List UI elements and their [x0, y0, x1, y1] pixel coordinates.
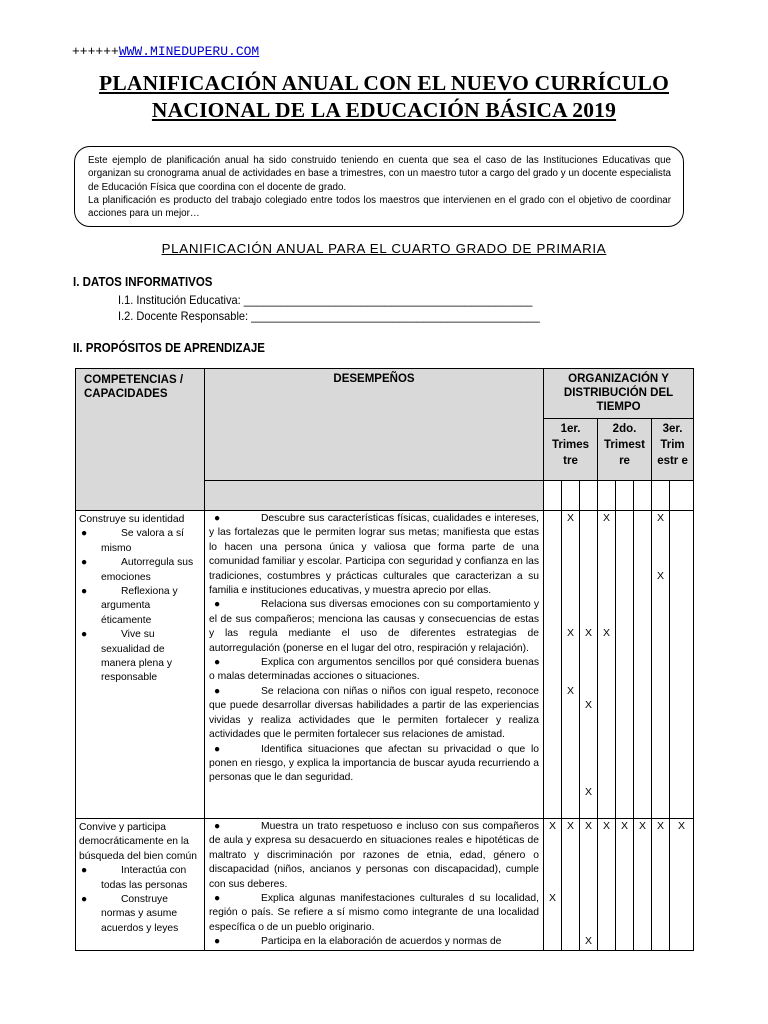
schedule-mark: X: [638, 820, 646, 832]
bullet-icon: ●: [214, 599, 221, 611]
table-row: [76, 511, 694, 819]
desempeno-text: Descubre sus características físicas, cualidades e intereses, y las fortalezas que le permiten lograr sus metas; manifiesta que estas lo hacen una persona única y valiosa que forma parte de una comunidad familiar y escolar. Participa con seguridad y confianza en las tradiciones, costumbres y prácticas culturales que caracterizan a su familia e instituciones educativas, y muestra aprecio por ellas.: [209, 513, 539, 597]
schedule-mark: X: [656, 512, 664, 524]
bullet-icon: ●: [214, 893, 221, 905]
week-column-header: [598, 481, 616, 511]
schedule-cell: [634, 819, 652, 951]
header-desempenos: DESEMPEÑOS: [205, 369, 544, 481]
header-trimestre-2: 2do. Trimest re: [598, 419, 652, 481]
schedule-cell: [562, 819, 580, 951]
week-column-header: [544, 481, 562, 511]
schedule-mark: X: [678, 820, 686, 832]
competencia-name: Convive y participa democráticamente en la búsqueda del bien común: [79, 822, 197, 862]
schedule-mark: X: [584, 699, 592, 712]
intro-box: [74, 146, 684, 227]
schedule-mark: X: [656, 569, 664, 582]
schedule-cell: [598, 511, 616, 819]
site-header: [72, 44, 259, 59]
week-column-header: [580, 481, 598, 511]
schedule-mark: X: [584, 935, 592, 948]
bullet-icon: ●: [81, 586, 88, 598]
schedule-mark: X: [584, 627, 592, 640]
schedule-cell: [670, 819, 694, 951]
header-competencias: COMPETENCIAS / CAPACIDADES: [76, 369, 205, 511]
schedule-cell: [652, 511, 670, 819]
desempenos-cell: [205, 819, 544, 951]
bullet-icon: ●: [214, 821, 221, 832]
desempeno-text: Muestra un trato respetuoso e incluso con sus compañeros de aula y expresa su desacuerdo en situaciones reales e hipotéticas de maltrato y discriminación por razones de etnia, edad, género o discapacidad (niños, ancianos y personas con discapacidad), cumple con sus deberes.: [209, 821, 539, 890]
propositos-table: [75, 368, 694, 951]
capacidad-item: [79, 556, 201, 585]
capacidad-text: Reflexiona y argumenta éticamente: [101, 586, 178, 626]
header-trimestre-3: 3er. Trim estr e: [652, 419, 694, 481]
desempeno-text: Identifica situaciones que afectan su privacidad o que lo ponen en riesgo, y explica la importancia de buscar ayuda recurriendo a personas que le dan seguridad.: [209, 743, 539, 784]
bullet-icon: ●: [81, 894, 88, 906]
competencia-cell: [76, 511, 205, 819]
desempeno-item: [209, 598, 539, 656]
schedule-cell: [616, 511, 634, 819]
capacidad-item: [79, 585, 201, 628]
capacidad-item: [79, 864, 201, 893]
capacidad-item: [79, 893, 201, 936]
capacidad-text: Vive su sexualidad de manera plena y responsable: [101, 629, 172, 684]
schedule-cell: [598, 819, 616, 951]
schedule-cell: [616, 819, 634, 951]
schedule-mark: X: [602, 627, 610, 640]
week-column-header: [562, 481, 580, 511]
competencia-cell: [76, 819, 205, 951]
site-link[interactable]: WWW.MINEDUPERU.COM: [118, 44, 260, 59]
desempeno-item: [209, 935, 539, 949]
header-desempenos-blank: [205, 481, 544, 511]
week-column-header: [616, 481, 634, 511]
document-subtitle: PLANIFICACIÓN ANUAL PARA EL CUARTO GRADO DE PRIMARIA: [161, 241, 607, 256]
schedule-mark: X: [620, 820, 628, 832]
header-prefix: ++++++: [72, 44, 119, 59]
schedule-mark: X: [548, 820, 556, 832]
capacidad-item: [79, 527, 201, 556]
desempeno-item: [209, 512, 539, 598]
week-column-header: [652, 481, 670, 511]
bullet-icon: ●: [81, 528, 88, 540]
header-trimestre-1: 1er. Trimes tre: [544, 419, 598, 481]
desempeno-text: Relaciona sus diversas emociones con su comportamiento y el de sus compañeros; menciona las causas y consecuencias de estas y las regula mediante el uso de diferentes estrategias de autorregulación (ponerse en el lugar del otro, respiración y relajación).: [209, 599, 539, 654]
schedule-mark: X: [602, 512, 610, 524]
bullet-icon: ●: [81, 865, 88, 877]
bullet-icon: ●: [214, 657, 221, 669]
schedule-mark: X: [584, 785, 592, 798]
competencia-name: Construye su identidad: [79, 514, 185, 525]
desempeno-item: [209, 820, 539, 892]
capacidad-text: Autorregula sus emociones: [101, 557, 194, 583]
desempeno-text: Explica algunas manifestaciones culturales d su localidad, región o país. Se refiere a sí mismo como integrante de una localidad específica o de un pueblo originario.: [209, 893, 539, 933]
section-heading-propositos: II. PROPÓSITOS DE APRENDIZAJE: [73, 340, 265, 355]
bullet-icon: ●: [214, 685, 221, 697]
week-column-header: [670, 481, 694, 511]
capacidad-item: [79, 628, 201, 686]
desempenos-cell: [205, 511, 544, 819]
desempeno-text: Explica con argumentos sencillos por qué considera buenas o malas determinadas acciones o situaciones.: [209, 657, 539, 683]
schedule-cell: [670, 511, 694, 819]
schedule-mark: X: [548, 892, 556, 904]
title-line-2: NACIONAL DE LA EDUCACIÓN BÁSICA 2019: [151, 98, 617, 122]
schedule-mark: X: [566, 820, 574, 832]
section-heading-datos: I. DATOS INFORMATIVOS: [73, 274, 213, 289]
info-line-docente: I.2. Docente Responsable: _______________________________________________: [118, 309, 540, 323]
schedule-cell: [544, 511, 562, 819]
page-title: [40, 70, 728, 124]
bullet-icon: ●: [81, 629, 88, 641]
schedule-cell: [580, 511, 598, 819]
desempeno-text: Participa en la elaboración de acuerdos y normas de: [261, 936, 502, 948]
schedule-cell: [562, 511, 580, 819]
schedule-mark: X: [566, 627, 574, 640]
table-row: [76, 819, 694, 951]
bullet-icon: ●: [214, 743, 221, 755]
desempeno-item: [209, 656, 539, 685]
intro-paragraph-1: Este ejemplo de planificación anual ha sido construido teniendo en cuenta que sea el caso de las Instituciones Educativas que organizan su cronograma anual de actividades en base a trimestres, con un maestro tutor a cargo del grado y un docente especialista de Educación Física que coordina con el docente de grado.: [88, 155, 671, 193]
capacidad-text: Interactúa con todas las personas: [101, 865, 188, 891]
bullet-icon: ●: [214, 936, 221, 948]
desempeno-item: [209, 892, 539, 935]
schedule-cell: [580, 819, 598, 951]
title-line-1: PLANIFICACIÓN ANUAL CON EL NUEVO CURRÍCULO: [98, 71, 669, 95]
schedule-mark: X: [584, 820, 592, 832]
schedule-mark: X: [602, 820, 610, 832]
desempeno-item: [209, 743, 539, 786]
capacidad-text: Construye normas y asume acuerdos y leyes: [101, 894, 179, 934]
schedule-mark: X: [656, 820, 664, 832]
schedule-cell: [544, 819, 562, 951]
schedule-cell: [634, 511, 652, 819]
bullet-icon: ●: [214, 513, 221, 524]
info-line-institucion: I.1. Institución Educativa: _______________________________________________: [118, 293, 533, 307]
schedule-cell: [652, 819, 670, 951]
desempeno-text: Se relaciona con niñas o niños con igual respeto, reconoce que puede desarrollar diversas habilidades a partir de las experiencias vividas y realiza actividades que le permiten fortalecer y realiza actividades que le permiten fortalecer sus relaciones de amistad.: [209, 685, 539, 741]
schedule-mark: X: [566, 684, 574, 697]
intro-paragraph-2: La planificación es producto del trabajo colegiado entre todos los maestros que intervienen en el grado con el objetivo de coordinar acciones para un mejor…: [88, 194, 671, 220]
schedule-mark: X: [566, 512, 574, 524]
capacidad-text: Se valora a sí mismo: [101, 528, 184, 554]
header-organizacion: ORGANIZACIÓN Y DISTRIBUCIÓN DEL TIEMPO: [544, 369, 694, 419]
bullet-icon: ●: [81, 557, 88, 569]
desempeno-item: [209, 685, 539, 743]
week-column-header: [634, 481, 652, 511]
